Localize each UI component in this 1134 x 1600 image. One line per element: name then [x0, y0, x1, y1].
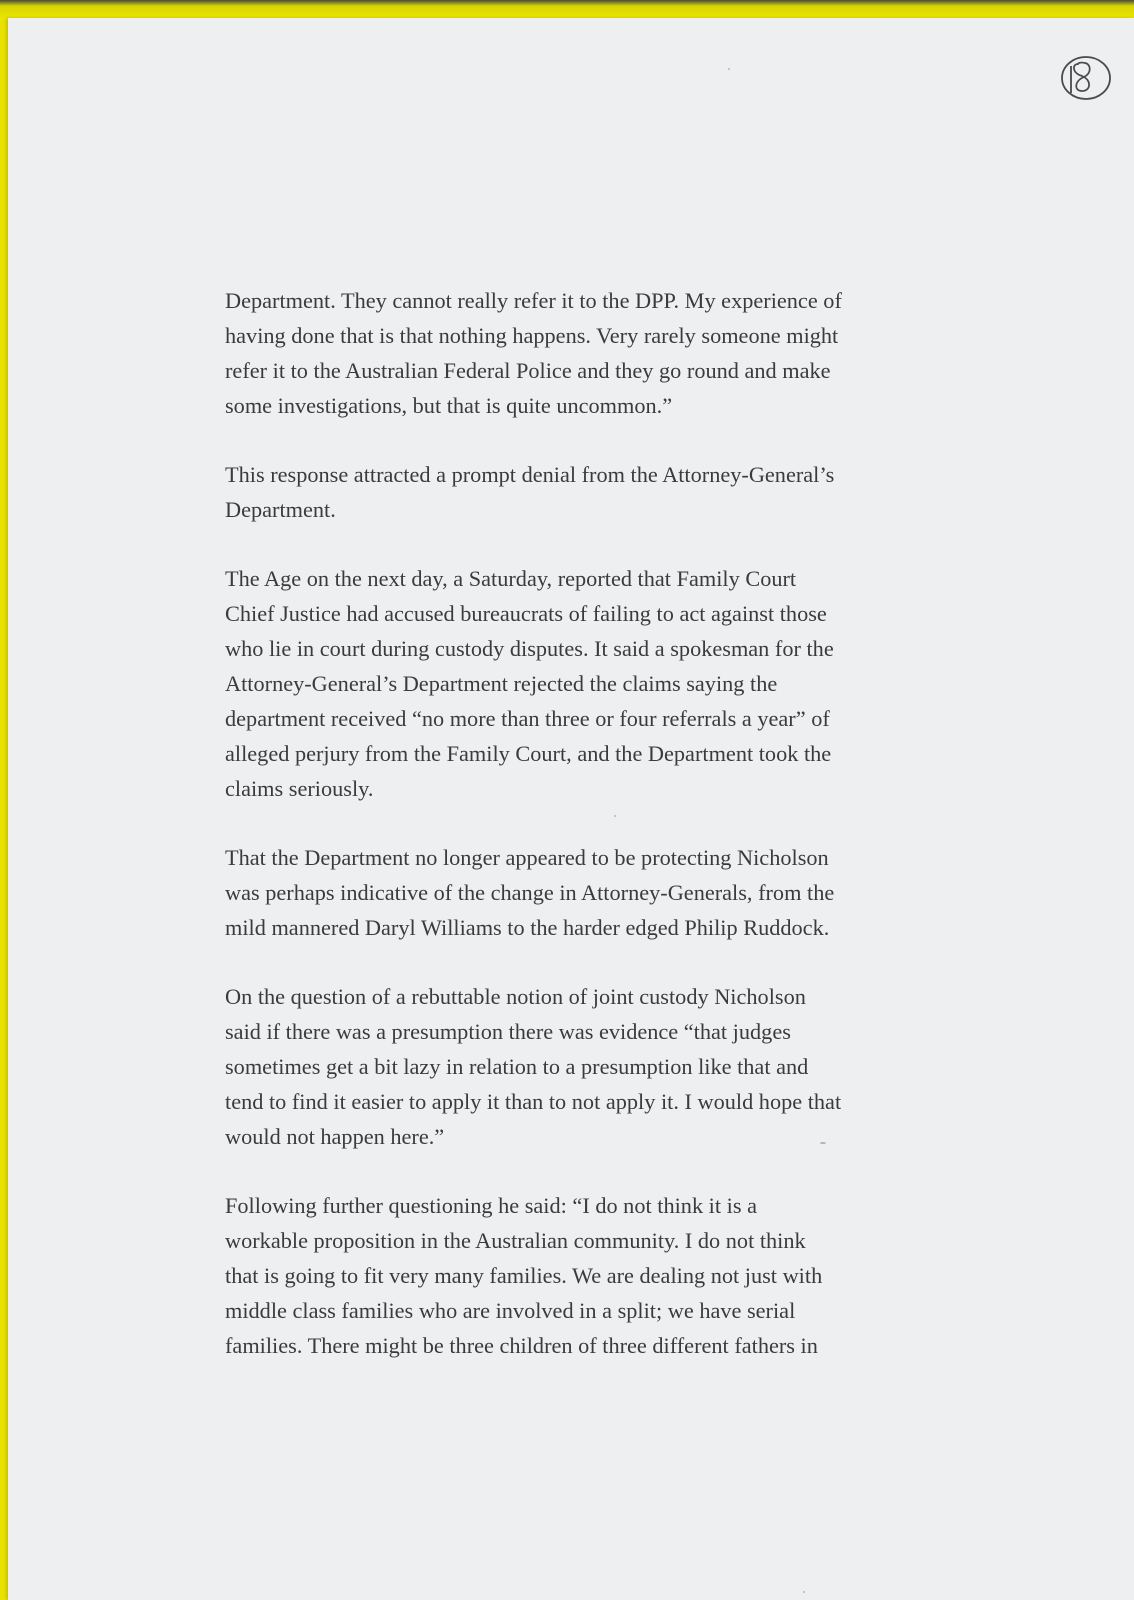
document-page — [8, 18, 1134, 1600]
text-line: Following further questioning he said: “I do not think it is a — [225, 1193, 757, 1218]
paragraph — [225, 979, 925, 1154]
scan-speck — [614, 815, 616, 817]
text-line: some investigations, but that is quite uncommon.” — [225, 393, 673, 418]
text-line: families. There might be three children of three different fathers in — [225, 1333, 818, 1358]
text-line: that is going to fit very many families. We are dealing not just with — [225, 1263, 823, 1288]
paragraph — [225, 283, 925, 423]
text-line: sometimes get a bit lazy in relation to a presumption like that and — [225, 1054, 809, 1079]
text-line: Department. — [225, 497, 336, 522]
paragraph — [225, 840, 925, 945]
scan-speck — [820, 1142, 826, 1144]
body-text — [225, 283, 925, 1397]
scan-speck — [728, 68, 730, 70]
text-line: department received “no more than three or four referrals a year” of — [225, 706, 830, 731]
text-line: alleged perjury from the Family Court, and the Department took the — [225, 741, 832, 766]
paragraph — [225, 1188, 925, 1363]
text-line: Chief Justice had accused bureaucrats of failing to act against those — [225, 601, 827, 626]
text-line: That the Department no longer appeared to be protecting Nicholson — [225, 845, 829, 870]
text-line: would not happen here.” — [225, 1124, 445, 1149]
text-line: mild mannered Daryl Williams to the harder edged Philip Ruddock. — [225, 915, 830, 940]
scan-speck — [803, 1591, 805, 1593]
scan-border — [0, 0, 1134, 20]
text-line: middle class families who are involved in a split; we have serial — [225, 1298, 796, 1323]
text-line: who lie in court during custody disputes. It said a spokesman for the — [225, 636, 834, 661]
text-line: On the question of a rebuttable notion of joint custody Nicholson — [225, 984, 806, 1009]
text-line: tend to find it easier to apply it than to not apply it. I would hope that — [225, 1089, 842, 1114]
text-line: claims seriously. — [225, 776, 374, 801]
text-line: having done that is that nothing happens. Very rarely someone might — [225, 323, 839, 348]
handwritten-page-number — [1060, 53, 1112, 103]
text-line: This response attracted a prompt denial from the Attorney-General’s — [225, 462, 835, 487]
text-line: workable proposition in the Australian community. I do not think — [225, 1228, 806, 1253]
text-line: said if there was a presumption there was evidence “that judges — [225, 1019, 791, 1044]
paragraph — [225, 561, 925, 806]
text-line: was perhaps indicative of the change in Attorney-Generals, from the — [225, 880, 835, 905]
text-line: refer it to the Australian Federal Police and they go round and make — [225, 358, 831, 383]
text-line: Attorney-General’s Department rejected the claims saying the — [225, 671, 778, 696]
text-line: The Age on the next day, a Saturday, reported that Family Court — [225, 566, 797, 591]
text-line: Department. They cannot really refer it to the DPP. My experience of — [225, 288, 842, 313]
paragraph — [225, 457, 925, 527]
